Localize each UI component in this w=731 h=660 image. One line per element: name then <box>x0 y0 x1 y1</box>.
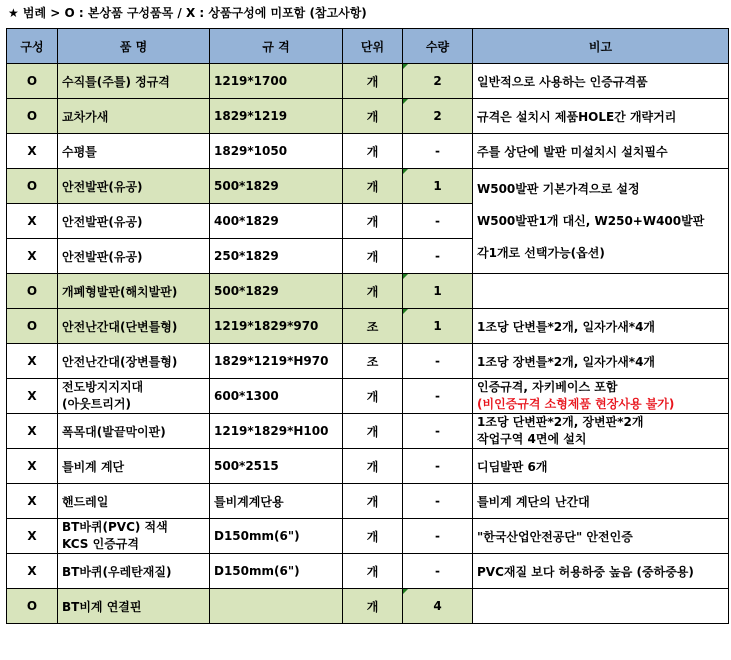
name-cell: BT바퀴(우레탄재질) <box>58 554 210 589</box>
table-row <box>7 449 729 484</box>
name-cell: 안전난간대(장변틀형) <box>58 344 210 379</box>
table-row <box>7 344 729 379</box>
name-cell: 개폐형발판(해치발판) <box>58 274 210 309</box>
qty-cell: 1 <box>403 169 473 204</box>
mark-cell: O <box>7 309 58 344</box>
table-row <box>7 554 729 589</box>
qty-cell: 2 <box>403 99 473 134</box>
remark-cell <box>473 589 729 624</box>
qty-cell: - <box>403 344 473 379</box>
spec-cell: 1219*1829*970 <box>210 309 343 344</box>
header-unit: 단위 <box>343 29 403 64</box>
unit-cell: 개 <box>343 484 403 519</box>
mark-cell: X <box>7 414 58 449</box>
remark-cell <box>473 414 729 449</box>
remark-cell: 틀비계 계단의 난간대 <box>473 484 729 519</box>
spec-cell: 1829*1050 <box>210 134 343 169</box>
remark-cell: "한국산업안전공단" 안전인증 <box>473 519 729 554</box>
mark-cell: O <box>7 99 58 134</box>
mark-cell: X <box>7 239 58 274</box>
qty-cell: - <box>403 519 473 554</box>
qty-cell: - <box>403 239 473 274</box>
warning-line: (비인증규격 소형제품 현장사용 불가) <box>477 397 675 411</box>
header-qty: 수량 <box>403 29 473 64</box>
mark-cell: X <box>7 344 58 379</box>
remark-cell: 1조당 장변틀*2개, 일자가새*4개 <box>473 344 729 379</box>
unit-cell: 개 <box>343 239 403 274</box>
remark-line: 작업구역 4면에 설치 <box>477 432 587 446</box>
name-cell: 수직틀(주틀) 정규격 <box>58 64 210 99</box>
qty-cell: - <box>403 204 473 239</box>
table-row <box>7 414 729 449</box>
unit-cell: 개 <box>343 134 403 169</box>
table-row <box>7 379 729 414</box>
mark-cell: X <box>7 519 58 554</box>
qty-cell: - <box>403 134 473 169</box>
name-cell: 틀비계 계단 <box>58 449 210 484</box>
name-line: KCS 인증규격 <box>62 537 139 551</box>
qty-cell: - <box>403 449 473 484</box>
name-cell: 폭목대(발끝막이판) <box>58 414 210 449</box>
spec-cell: 1829*1219*H970 <box>210 344 343 379</box>
header-spec: 규 격 <box>210 29 343 64</box>
remark-cell: 디딤발판 6개 <box>473 449 729 484</box>
spec-cell: 1219*1829*H100 <box>210 414 343 449</box>
header-remark: 비고 <box>473 29 729 64</box>
remark-cell: 일반적으로 사용하는 인증규격품 <box>473 64 729 99</box>
unit-cell: 개 <box>343 379 403 414</box>
table-row <box>7 309 729 344</box>
spec-cell: 1829*1219 <box>210 99 343 134</box>
table-row <box>7 64 729 99</box>
unit-cell: 조 <box>343 344 403 379</box>
unit-cell: 개 <box>343 64 403 99</box>
spec-cell: 600*1300 <box>210 379 343 414</box>
qty-cell: - <box>403 484 473 519</box>
spec-cell: 500*1829 <box>210 274 343 309</box>
mark-cell: O <box>7 64 58 99</box>
name-cell: 핸드레일 <box>58 484 210 519</box>
unit-cell: 개 <box>343 274 403 309</box>
table-row <box>7 519 729 554</box>
unit-cell: 개 <box>343 414 403 449</box>
name-cell: 안전발판(유공) <box>58 239 210 274</box>
spec-cell: 250*1829 <box>210 239 343 274</box>
unit-cell: 조 <box>343 309 403 344</box>
spec-cell: D150mm(6") <box>210 519 343 554</box>
remark-cell: 주틀 상단에 발판 미설치시 설치필수 <box>473 134 729 169</box>
qty-cell: - <box>403 379 473 414</box>
name-cell <box>58 379 210 414</box>
name-line: BT바퀴(PVC) 적색 <box>62 520 168 534</box>
table-row <box>7 484 729 519</box>
table-row <box>7 274 729 309</box>
name-cell: BT비계 연결핀 <box>58 589 210 624</box>
unit-cell: 개 <box>343 554 403 589</box>
unit-cell: 개 <box>343 449 403 484</box>
spec-cell: D150mm(6") <box>210 554 343 589</box>
name-cell <box>58 519 210 554</box>
name-line: (아웃트리거) <box>62 397 131 411</box>
unit-cell: 개 <box>343 169 403 204</box>
spec-cell: 400*1829 <box>210 204 343 239</box>
header-row <box>7 29 729 64</box>
remark-cell: 규격은 설치시 제품HOLE간 개략거리 <box>473 99 729 134</box>
qty-cell: 1 <box>403 309 473 344</box>
table-row <box>7 134 729 169</box>
remark-cell: PVC재질 보다 허용하중 높음 (중하중용) <box>473 554 729 589</box>
name-cell: 수평틀 <box>58 134 210 169</box>
mark-cell: X <box>7 204 58 239</box>
mark-cell: X <box>7 379 58 414</box>
remark-line: 인증규격, 자키베이스 포함 <box>477 380 618 394</box>
qty-cell: - <box>403 414 473 449</box>
table-row <box>7 99 729 134</box>
remark-line: W500발판1개 대신, W250+W400발판 <box>477 214 705 228</box>
qty-cell: - <box>403 554 473 589</box>
spec-cell: 500*1829 <box>210 169 343 204</box>
mark-cell: O <box>7 589 58 624</box>
mark-cell: X <box>7 449 58 484</box>
spec-cell <box>210 589 343 624</box>
qty-cell: 2 <box>403 64 473 99</box>
mark-cell: X <box>7 484 58 519</box>
unit-cell: 개 <box>343 519 403 554</box>
mark-cell: X <box>7 554 58 589</box>
remark-cell <box>473 274 729 309</box>
remark-line: 각1개로 선택가능(옵션) <box>477 246 605 260</box>
table-row <box>7 169 729 204</box>
name-cell: 안전난간대(단변틀형) <box>58 309 210 344</box>
name-cell: 교차가새 <box>58 99 210 134</box>
name-cell: 안전발판(유공) <box>58 169 210 204</box>
unit-cell: 개 <box>343 589 403 624</box>
header-mark: 구성 <box>7 29 58 64</box>
table-row <box>7 589 729 624</box>
name-line: 전도방지지지대 <box>62 380 144 394</box>
mark-cell: X <box>7 134 58 169</box>
spec-cell: 틀비계계단용 <box>210 484 343 519</box>
remark-cell: 1조당 단변틀*2개, 일자가새*4개 <box>473 309 729 344</box>
unit-cell: 개 <box>343 204 403 239</box>
spec-cell: 500*2515 <box>210 449 343 484</box>
header-name: 품 명 <box>58 29 210 64</box>
name-cell: 안전발판(유공) <box>58 204 210 239</box>
unit-cell: 개 <box>343 99 403 134</box>
spec-cell: 1219*1700 <box>210 64 343 99</box>
qty-cell: 1 <box>403 274 473 309</box>
legend-text: ★ 범례 > O : 본상품 구성품목 / X : 상품구성에 미포함 (참고사항) <box>8 6 367 20</box>
components-table <box>6 28 729 624</box>
remark-cell <box>473 379 729 414</box>
mark-cell: O <box>7 169 58 204</box>
mark-cell: O <box>7 274 58 309</box>
merged-remark-cell <box>473 169 729 274</box>
remark-line: W500발판 기본가격으로 설정 <box>477 182 640 196</box>
qty-cell: 4 <box>403 589 473 624</box>
remark-line: 1조당 단변판*2개, 장변판*2개 <box>477 415 644 429</box>
